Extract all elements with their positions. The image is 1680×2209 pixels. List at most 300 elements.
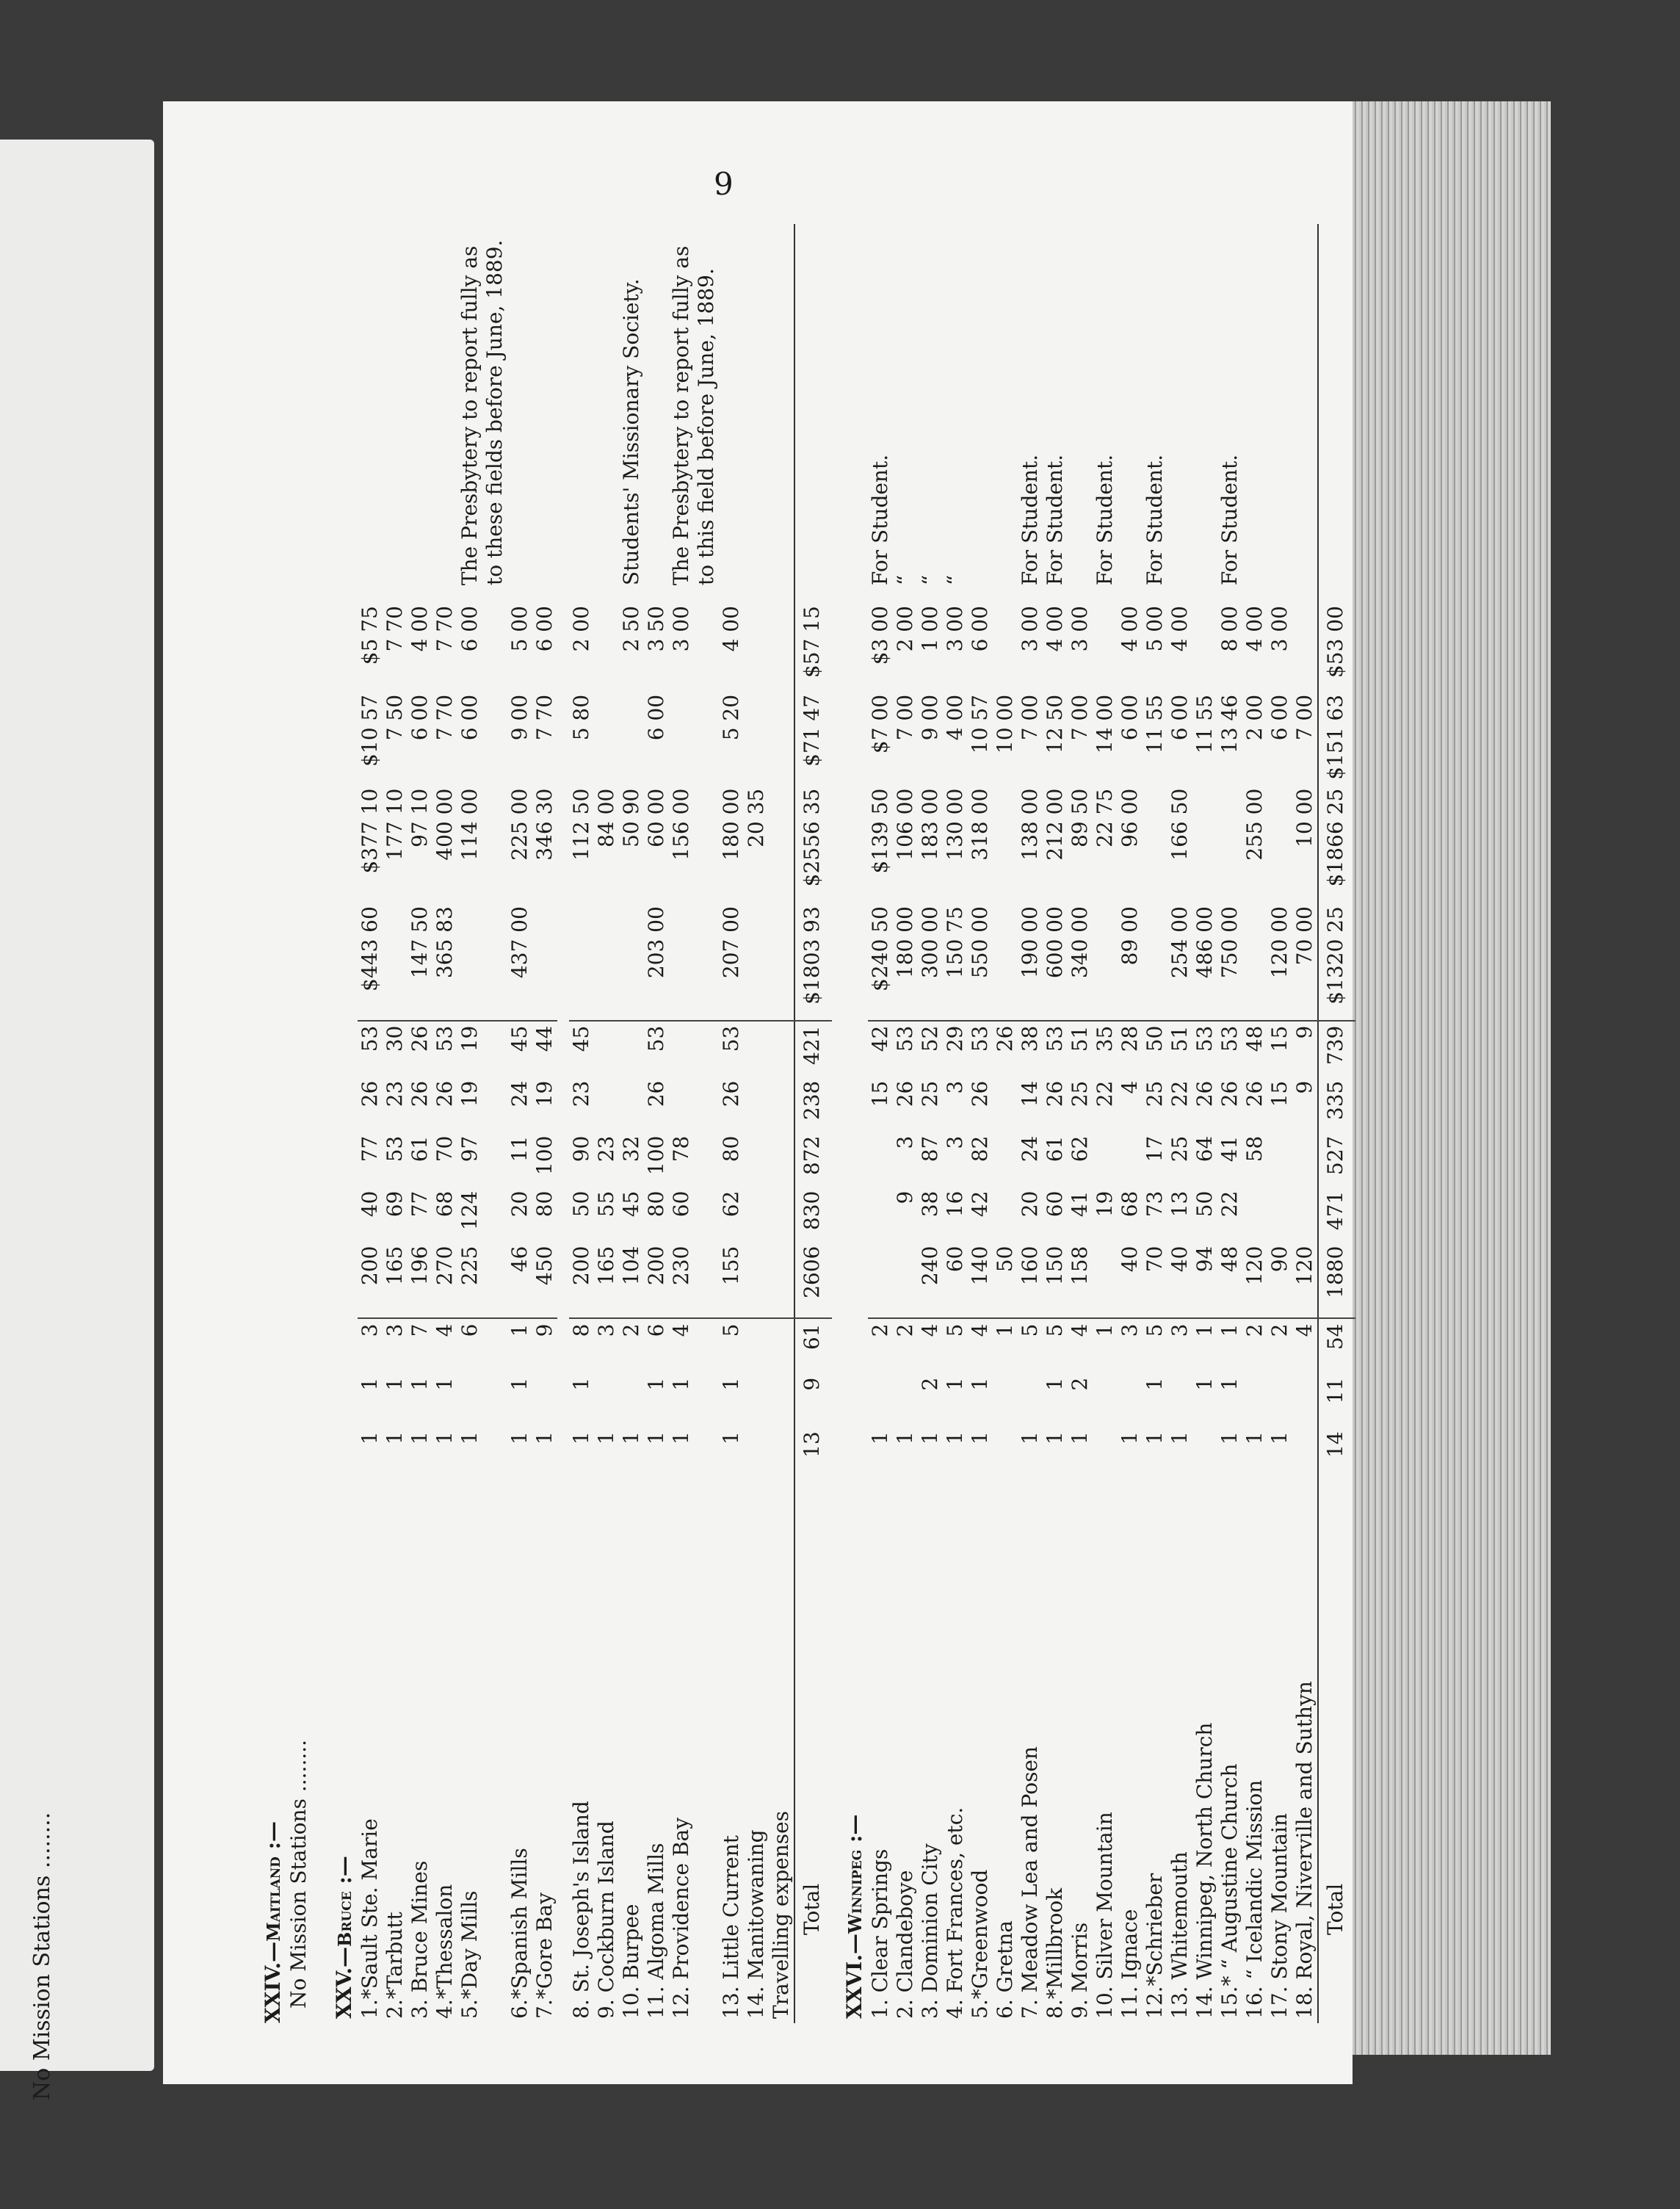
- cell-col-11: 6 00: [457, 694, 482, 741]
- cell-col-2: 11: [1318, 1373, 1355, 1427]
- cell-col-10: $377 10: [358, 788, 382, 874]
- table-row: [868, 224, 893, 2023]
- table-row: [1093, 224, 1118, 2023]
- cell-col-3: 8: [569, 1319, 594, 1373]
- cell-col-9: [769, 902, 794, 1020]
- cell-col-4: 450: [532, 1246, 557, 1286]
- cell-col-9: [744, 902, 769, 1020]
- cell-col-12: 6 00: [968, 606, 992, 652]
- cell-col-12: 3 00: [1267, 606, 1292, 652]
- cell-col-1: 1: [1267, 1431, 1292, 1445]
- cell-col-2: [532, 1373, 557, 1427]
- cell-col-9: 207 00: [719, 906, 743, 979]
- cell-col-6: [1118, 1132, 1143, 1187]
- cell-col-7: 335: [1318, 1077, 1355, 1132]
- cell-col-10: 60 00: [644, 788, 668, 847]
- cell-col-8: 53: [1217, 1021, 1242, 1077]
- table-row: [507, 224, 532, 2023]
- field-name: 6.*Spanish Mills: [507, 1848, 532, 2019]
- cell-col-6: [1292, 1132, 1318, 1187]
- table-row: [1292, 224, 1318, 2023]
- cell-col-8: 421: [794, 1021, 832, 1077]
- cell-col-9: $1320 25: [1318, 902, 1355, 1020]
- cell-col-9: 190 00: [1018, 906, 1042, 979]
- cell-col-4: [893, 1242, 918, 1319]
- cell-col-3: 2: [868, 1319, 893, 1373]
- cell-col-8: [669, 1021, 719, 1077]
- cell-col-9: 254 00: [1167, 906, 1192, 979]
- cell-col-8: 9: [1292, 1021, 1318, 1077]
- cell-col-1: 1: [644, 1431, 668, 1445]
- cell-col-1: 1: [1068, 1431, 1092, 1445]
- cell-col-4: 120: [1242, 1246, 1267, 1286]
- rotated-table-block: [261, 224, 1347, 2023]
- field-name: 4. Fort Frances, etc.: [943, 1807, 967, 2019]
- remark: [968, 224, 993, 601]
- cell-col-5: 62: [719, 1190, 743, 1218]
- cell-col-11: 2 00: [1242, 694, 1267, 741]
- field-name: 5.*Greenwood: [968, 1869, 992, 2019]
- remark: [1118, 224, 1143, 601]
- page-number: 9: [714, 166, 734, 202]
- section-xxvi-body: [832, 224, 1355, 2023]
- cell-col-10: 212 00: [1043, 788, 1067, 861]
- cell-col-12: 3 50: [644, 606, 668, 652]
- cell-col-10: [1143, 784, 1167, 902]
- cell-col-4: 50: [993, 1246, 1017, 1273]
- table-row: [1118, 224, 1143, 2023]
- cell-col-1: 1: [868, 1431, 892, 1445]
- cell-col-11: 11 55: [1143, 694, 1167, 754]
- cell-col-9: 750 00: [1217, 906, 1242, 979]
- field-name: 15.* “ Augustine Church: [1217, 1763, 1242, 2019]
- cell-col-7: 23: [569, 1080, 593, 1107]
- cell-col-1: 1: [457, 1431, 482, 1445]
- cell-col-8: 44: [532, 1021, 557, 1077]
- cell-col-8: 52: [918, 1021, 943, 1077]
- cell-col-9: [383, 902, 408, 1020]
- cell-col-5: 55: [594, 1190, 618, 1218]
- cell-col-8: 48: [1242, 1021, 1267, 1077]
- cell-col-5: 77: [408, 1190, 432, 1218]
- cell-col-3: 3: [594, 1319, 619, 1373]
- cell-col-2: 1: [943, 1377, 967, 1391]
- cell-col-2: [1093, 1373, 1118, 1427]
- cell-col-8: [619, 1021, 644, 1077]
- cell-col-7: [993, 1077, 1018, 1132]
- section-xxv-body: [322, 224, 832, 2023]
- cell-col-10: 130 00: [943, 788, 967, 861]
- cell-col-11: [619, 690, 644, 784]
- cell-col-12: $3 00: [868, 606, 892, 665]
- field-name: 12.*Schrieber: [1143, 1873, 1167, 2019]
- total-row: [794, 224, 832, 2023]
- cell-col-3: 1: [507, 1319, 532, 1373]
- cell-col-3: 2: [1242, 1319, 1267, 1373]
- cell-col-2: 1: [569, 1377, 593, 1391]
- cell-col-4: 225: [457, 1246, 482, 1286]
- cell-col-6: [868, 1132, 893, 1187]
- cell-col-5: 80: [532, 1190, 557, 1218]
- cell-col-5: [1242, 1187, 1267, 1242]
- cell-col-8: 53: [644, 1021, 669, 1077]
- cell-col-7: 26: [719, 1080, 743, 1107]
- cell-col-3: 1: [1192, 1319, 1217, 1373]
- cell-col-5: 41: [1068, 1190, 1092, 1218]
- cell-col-6: 100: [532, 1135, 557, 1176]
- cell-col-12: [993, 601, 1018, 690]
- cell-col-8: 53: [1043, 1021, 1068, 1077]
- cell-col-5: [993, 1187, 1018, 1242]
- cell-col-10: [1217, 784, 1242, 902]
- cell-col-10: 177 10: [383, 788, 407, 861]
- cell-col-4: 160: [1018, 1246, 1042, 1286]
- cell-col-6: 100: [644, 1135, 668, 1176]
- cell-col-3: 5: [1018, 1319, 1043, 1373]
- field-name: 2.*Tarbutt: [383, 1912, 407, 2019]
- cell-col-2: [1018, 1373, 1043, 1427]
- cell-col-4: 140: [968, 1246, 992, 1286]
- cell-col-9: 365 83: [432, 906, 457, 979]
- cell-col-1: 1: [594, 1431, 618, 1445]
- report-table: [322, 224, 1355, 2023]
- cell-col-2: [769, 1373, 794, 1427]
- cell-col-12: [1192, 601, 1217, 690]
- cell-col-8: 739: [1318, 1021, 1355, 1077]
- cell-col-7: 4: [1118, 1080, 1142, 1094]
- cell-col-8: 53: [968, 1021, 993, 1077]
- remark: [719, 224, 744, 601]
- cell-col-4: 150: [1043, 1246, 1067, 1286]
- field-name: 1.*Sault Ste. Marie: [358, 1818, 382, 2019]
- cell-col-3: 1: [1093, 1319, 1118, 1373]
- cell-col-8: 15: [1267, 1021, 1292, 1077]
- cell-col-7: 26: [408, 1080, 432, 1107]
- remark: For Student.: [1043, 454, 1067, 586]
- table-row: [1217, 224, 1242, 2023]
- cell-col-11: 7 00: [1018, 694, 1042, 741]
- table-row: [432, 224, 457, 2023]
- section-xxvi-header: XXVI.—Winnipeg :—: [842, 1814, 866, 2019]
- table-row: [1143, 224, 1167, 2023]
- cell-col-6: 32: [619, 1135, 643, 1163]
- table-row: [1018, 224, 1043, 2023]
- table-row: [968, 224, 993, 2023]
- section-xxiv: [261, 224, 311, 2023]
- cell-col-7: 26: [358, 1080, 382, 1107]
- cell-col-6: 41: [1217, 1135, 1242, 1163]
- cell-col-9: 600 00: [1043, 906, 1067, 979]
- cell-col-4: 165: [383, 1246, 407, 1286]
- cell-col-3: 6: [457, 1319, 507, 1373]
- cell-col-4: 70: [1143, 1246, 1167, 1273]
- cell-col-5: 68: [1118, 1190, 1142, 1218]
- cell-col-12: $5 75: [358, 606, 382, 665]
- remark: The Presbytery to report fully as to this field before June, 1889.: [669, 245, 718, 586]
- cell-col-1: [1292, 1427, 1318, 1480]
- cell-col-1: 1: [432, 1431, 457, 1445]
- cell-col-6: 53: [383, 1135, 407, 1163]
- field-name: Total: [1318, 1481, 1355, 2023]
- cell-col-7: 26: [968, 1080, 992, 1107]
- cell-col-11: 4 00: [943, 694, 967, 741]
- remark: [569, 224, 594, 601]
- cell-col-6: 78: [669, 1135, 693, 1163]
- cell-col-1: 1: [532, 1431, 557, 1445]
- cell-col-10: 114 00: [457, 788, 482, 861]
- cell-col-6: 24: [1018, 1135, 1042, 1163]
- cell-col-5: 50: [1192, 1190, 1217, 1218]
- cell-col-4: [744, 1242, 769, 1319]
- cell-col-10: $2556 35: [794, 784, 832, 902]
- cell-col-12: [1093, 601, 1118, 690]
- cell-col-1: [1093, 1427, 1118, 1480]
- cell-col-11: 9 00: [918, 694, 942, 741]
- field-name: 7.*Gore Bay: [532, 1892, 557, 2019]
- cell-col-12: 4 00: [1242, 606, 1267, 652]
- cell-col-1: 1: [1217, 1431, 1242, 1445]
- remark: “: [918, 574, 942, 586]
- remark: [1318, 224, 1355, 601]
- cell-col-5: 19: [1093, 1190, 1117, 1218]
- cell-col-7: 26: [1242, 1080, 1267, 1107]
- cell-col-7: [744, 1077, 769, 1132]
- cell-col-8: 26: [993, 1021, 1018, 1077]
- cell-col-10: 22 75: [1093, 788, 1117, 847]
- cell-col-7: 19: [457, 1080, 482, 1107]
- cell-col-12: 7 70: [383, 606, 407, 652]
- cell-col-5: [769, 1187, 794, 1242]
- cell-col-7: [594, 1077, 619, 1132]
- table-row: [594, 224, 619, 2023]
- cell-col-4: 240: [918, 1246, 942, 1286]
- cell-col-2: 2: [1068, 1377, 1092, 1391]
- cell-col-12: 4 00: [1118, 606, 1142, 652]
- field-name: 3. Dominion City: [918, 1843, 942, 2019]
- cell-col-7: 23: [383, 1080, 407, 1107]
- table-row: [619, 224, 644, 2023]
- cell-col-11: 7 70: [532, 694, 557, 741]
- remark: For Student.: [1143, 454, 1167, 586]
- cell-col-6: 70: [432, 1135, 457, 1163]
- cell-col-6: 97: [457, 1135, 482, 1163]
- cell-col-4: 270: [432, 1246, 457, 1286]
- cell-col-2: [619, 1373, 644, 1427]
- field-name: 6. Gretna: [993, 1920, 1017, 2019]
- cell-col-3: 4: [968, 1319, 993, 1373]
- table-row: [1267, 224, 1292, 2023]
- remark: [432, 224, 457, 601]
- cell-col-11: $71 47: [794, 690, 832, 784]
- cell-col-10: 180 00: [719, 788, 743, 861]
- cell-col-8: 45: [507, 1021, 532, 1077]
- cell-col-10: [769, 784, 794, 902]
- table-row: [457, 224, 507, 2023]
- remark: [1242, 224, 1267, 601]
- cell-col-7: 22: [1167, 1080, 1192, 1107]
- cell-col-6: 25: [1167, 1135, 1192, 1163]
- cell-col-9: [532, 902, 557, 1020]
- cell-col-7: 9: [1292, 1080, 1317, 1094]
- cell-col-12: 3 00: [1068, 606, 1092, 652]
- table-row: [644, 224, 669, 2023]
- remark: [1192, 224, 1217, 601]
- field-name: 7. Meadow Lea and Posen: [1018, 1746, 1042, 2019]
- cell-col-5: 50: [569, 1190, 593, 1218]
- field-name: 10. Silver Mountain: [1093, 1812, 1117, 2019]
- cell-col-1: 1: [1143, 1431, 1167, 1445]
- cell-col-1: 1: [669, 1431, 693, 1445]
- cell-col-1: 1: [1167, 1431, 1192, 1445]
- field-name: 9. Cockburn Island: [594, 1821, 618, 2019]
- table-row: [1068, 224, 1093, 2023]
- field-name: 14. Manitowaning: [744, 1829, 768, 2019]
- cell-col-1: 1: [1242, 1431, 1267, 1445]
- cell-col-9: [669, 902, 719, 1020]
- cell-col-5: 20: [1018, 1190, 1042, 1218]
- cell-col-9: $240 50: [868, 906, 892, 991]
- cell-col-6: 87: [918, 1135, 942, 1163]
- cell-col-4: 40: [1118, 1246, 1142, 1273]
- cell-col-12: 3 00: [1018, 606, 1042, 652]
- left-page-dots: ........: [29, 1812, 55, 1869]
- cell-col-9: [993, 902, 1018, 1020]
- cell-col-8: 53: [432, 1021, 457, 1077]
- cell-col-10: 96 00: [1118, 788, 1142, 847]
- cell-col-3: 4: [432, 1319, 457, 1373]
- cell-col-10: 183 00: [918, 788, 942, 861]
- cell-col-3: 1: [1217, 1319, 1242, 1373]
- cell-col-3: [744, 1319, 769, 1373]
- cell-col-10: 112 50: [569, 788, 593, 861]
- cell-col-4: 90: [1267, 1246, 1292, 1273]
- cell-col-9: $443 60: [358, 906, 382, 991]
- cell-col-11: 6 00: [408, 694, 432, 741]
- cell-col-12: 4 00: [1043, 606, 1067, 652]
- cell-col-3: 9: [532, 1319, 557, 1373]
- table-row: [769, 224, 794, 2023]
- remark: “: [893, 574, 917, 586]
- cell-col-3: 3: [358, 1319, 383, 1373]
- cell-col-9: 70 00: [1292, 906, 1317, 966]
- cell-col-12: [1292, 601, 1318, 690]
- cell-col-8: [594, 1021, 619, 1077]
- cell-col-9: 89 00: [1118, 906, 1142, 966]
- remark: [594, 224, 619, 601]
- cell-col-11: 14 00: [1093, 694, 1117, 754]
- cell-col-4: 94: [1192, 1246, 1217, 1273]
- cell-col-3: 3: [1118, 1319, 1143, 1373]
- cell-col-11: [769, 690, 794, 784]
- cell-col-6: [993, 1132, 1018, 1187]
- cell-col-4: 200: [569, 1246, 593, 1286]
- cell-col-8: 51: [1167, 1021, 1192, 1077]
- field-name: 17. Stony Mountain: [1267, 1813, 1292, 2019]
- cell-col-3: 1: [993, 1319, 1018, 1373]
- table-row: [1043, 224, 1068, 2023]
- cell-col-2: 1: [1043, 1377, 1067, 1391]
- cell-col-4: 230: [669, 1246, 693, 1286]
- cell-col-5: 9: [893, 1190, 917, 1204]
- cell-col-3: 2: [619, 1319, 644, 1373]
- cell-col-9: [1093, 902, 1118, 1020]
- cell-col-3: 4: [669, 1319, 719, 1373]
- cell-col-11: 10 00: [993, 694, 1017, 754]
- cell-col-11: [669, 690, 719, 784]
- remark: [1068, 224, 1093, 601]
- cell-col-4: 158: [1068, 1246, 1092, 1286]
- table-row: [1167, 224, 1192, 2023]
- cell-col-9: 120 00: [1267, 906, 1292, 979]
- remark: [532, 224, 557, 601]
- cell-col-12: 4 00: [1167, 606, 1192, 652]
- cell-col-11: 12 50: [1043, 694, 1067, 754]
- cell-col-4: 48: [1217, 1246, 1242, 1273]
- cell-col-7: 26: [644, 1080, 668, 1107]
- cell-col-6: 80: [719, 1135, 743, 1163]
- cell-col-4: 120: [1292, 1246, 1317, 1286]
- cell-col-3: 6: [644, 1319, 669, 1373]
- cell-col-1: 1: [569, 1431, 593, 1445]
- remark: For Student.: [868, 454, 892, 586]
- cell-col-1: 14: [1318, 1427, 1355, 1480]
- table-row: [669, 224, 719, 2023]
- cell-col-4: 40: [1167, 1246, 1192, 1273]
- cell-col-5: 45: [619, 1190, 643, 1218]
- remark: [794, 224, 832, 601]
- cell-col-11: 6 00: [1267, 694, 1292, 741]
- remark: [993, 224, 1018, 601]
- field-name: 13. Whitemouth: [1167, 1851, 1192, 2019]
- cell-col-6: 11: [507, 1135, 532, 1163]
- cell-col-2: [1242, 1373, 1267, 1427]
- cell-col-7: 25: [1143, 1080, 1167, 1107]
- remark: [1292, 224, 1318, 601]
- cell-col-7: 19: [532, 1080, 557, 1107]
- cell-col-5: 124: [457, 1190, 482, 1231]
- cell-col-5: 68: [432, 1190, 457, 1218]
- cell-col-11: 6 00: [1167, 694, 1192, 741]
- cell-col-11: 9 00: [507, 694, 532, 741]
- cell-col-1: 1: [719, 1431, 743, 1445]
- cell-col-2: 1: [358, 1377, 382, 1391]
- cell-col-2: 1: [432, 1377, 457, 1391]
- remark: For Student.: [1018, 454, 1042, 586]
- cell-col-4: [769, 1242, 794, 1319]
- cell-col-6: 17: [1143, 1135, 1167, 1163]
- cell-col-9: [457, 902, 507, 1020]
- cell-col-11: 13 46: [1217, 694, 1242, 754]
- cell-col-7: 22: [1093, 1080, 1117, 1107]
- cell-col-9: $1803 93: [794, 902, 832, 1020]
- cell-col-10: 50 90: [619, 788, 643, 847]
- cell-col-11: $151 63: [1318, 690, 1355, 784]
- cell-col-4: 60: [943, 1246, 967, 1273]
- cell-col-7: 14: [1018, 1080, 1042, 1107]
- remark: [383, 224, 408, 601]
- cell-col-11: 7 00: [893, 694, 917, 741]
- cell-col-8: 53: [719, 1021, 744, 1077]
- cell-col-6: 527: [1318, 1132, 1355, 1187]
- cell-col-7: 3: [943, 1080, 967, 1094]
- cell-col-2: 9: [794, 1373, 832, 1427]
- cell-col-5: [1292, 1187, 1318, 1242]
- cell-col-7: [619, 1077, 644, 1132]
- cell-col-10: 225 00: [507, 788, 532, 861]
- cell-col-8: 42: [868, 1021, 893, 1077]
- cell-col-12: 6 00: [532, 606, 557, 652]
- field-name: 16. “ Icelandic Mission: [1242, 1779, 1267, 2019]
